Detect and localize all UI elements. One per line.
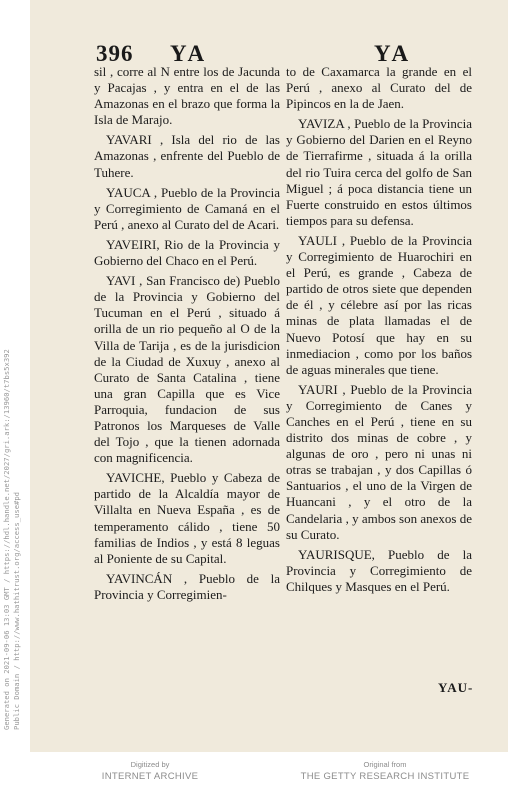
side-stamp-line1: Generated on 2021-09-06 13:03 GMT / https://hdl.handle.net/2027/gri.ark:/13960/t7bs5x392	[2, 349, 11, 730]
entry-yauri: YAURI , Pueblo de la Provincia y Corregimiento de Canes y Canches en el Perú , tiene en su distrito dos minas de cobre , y algunas de oro , pero ni unas ni otras se trabajan , y dos Capillas ó Santuarios , el uno de la Virgen de Huancani , y el otro de la Candelaria , y ambos son anexos de su Curato.	[286, 381, 472, 542]
entry-yavi: YAVI , San Francisco de) Pueblo de la Provincia y Gobierno del Tucuman en el Perú , situado á orilla de un rio pequeño al O de la Villa de Tarija , es de la jurisdicion de la Ciudad de Xuxuy , anexo al Curato de Santa Catalina , tiene una gran Capilla que es Vice Parroquia, fundacion de sus Patronos los Marqueses de Valle del Tojo , que la tienen adornada con magnificencia.	[94, 273, 280, 466]
entry-continuation: sil , corre al N entre los de Jacunda y Pacajas , y entra en el de las Amazonas en el brazo que forma la Isla de Marajo.	[94, 64, 280, 128]
entry-yaveiri: YAVEIRI, Rio de la Provincia y Gobierno del Chaco en el Perú.	[94, 236, 280, 269]
left-column	[94, 64, 280, 607]
entry-yaviche: YAVICHE, Pueblo y Cabeza de partido de la Alcaldía mayor de Villalta en Nueva España , es de temperamento cálido , tiene 50 familias de Indios , y está 8 leguas al Poniente de su Capital.	[94, 470, 280, 566]
running-head-left: YA	[170, 41, 208, 66]
running-head-right: YA	[374, 41, 412, 66]
right-column	[286, 64, 472, 599]
footer-original	[300, 760, 470, 784]
entry-yaurisque: YAURISQUE, Pueblo de la Provincia y Corregimiento de Chilques y Masques en el Perú.	[286, 546, 472, 594]
footer-left-caption: Digitized by	[130, 760, 170, 769]
entry-yauca: YAUCA , Pueblo de la Provincia y Corregimiento de Camaná en el Perú , anexo al Curato del de Acari.	[94, 184, 280, 232]
catchword: YAU-	[438, 680, 474, 695]
entry-yauli: YAULI , Pueblo de la Provincia y Corregimiento de Huarochiri en el Perú, es grande , Cabeza de partido de otros siete que dependen de él , y célebre así por las ricas minas de plata llamadas el de Nuevo Potosí que hay en su inmediacion , como por los baños de aguas minerales que tiene.	[286, 232, 472, 377]
entry-yavari: YAVARI , Isla del rio de las Amazonas , enfrente del Pueblo de Tuhere.	[94, 132, 280, 180]
footer-digitized	[85, 760, 215, 784]
footer-right-title: THE GETTY RESEARCH INSTITUTE	[300, 771, 470, 782]
footer-right-caption: Original from	[363, 760, 407, 769]
book-page	[30, 0, 508, 752]
entry-continuation: to de Caxamarca la grande en el Perú , anexo al Curato del de Pipincos en la de Jaen.	[286, 64, 472, 112]
side-stamp	[2, 300, 28, 730]
side-stamp-line2: Public Domain / http://www.hathitrust.org/access_use#pd	[12, 492, 21, 730]
entry-yaviza: YAVIZA , Pueblo de la Provincia y Gobierno del Darien en el Reyno de Tierrafirme , situada á la orilla del rio Tuira cerca del golfo de San Miguel ; á poca distancia tiene un Fuerte construido en estos últimos tiempos para su defensa.	[286, 116, 472, 228]
footer-left-title: INTERNET ARCHIVE	[101, 771, 199, 782]
entry-yavincan: YAVINCÁN , Pueblo de la Provincia y Corregimien-	[94, 570, 280, 602]
page-number: 396	[96, 41, 134, 66]
page-footer	[0, 760, 511, 800]
